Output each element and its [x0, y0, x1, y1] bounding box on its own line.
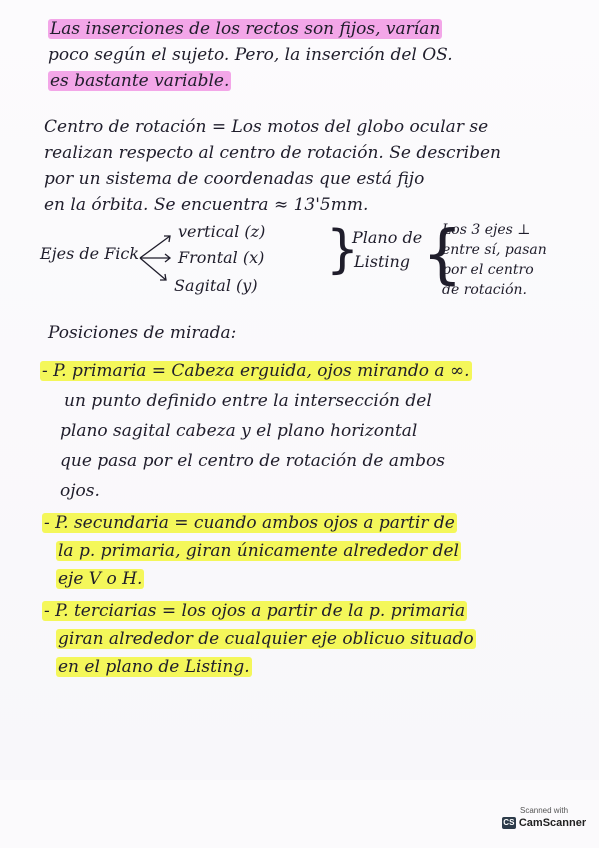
primary-line-1-text: - P. primaria = Cabeza erguida, ojos mirando a ∞.	[42, 361, 470, 381]
brace-right-2: {	[422, 218, 463, 292]
fick-sagital: Sagital (y)	[174, 276, 258, 295]
primary-line-1	[40, 360, 599, 382]
scanned-with-text: Scanned with	[519, 806, 569, 815]
camscanner-watermark	[501, 806, 587, 836]
secondary-line-2-text: la p. primaria, giran únicamente alrededor del	[58, 541, 459, 561]
note-line-6-text: por un sistema de coordenadas que está fijo	[44, 169, 425, 189]
secondary-line-1	[42, 512, 599, 534]
perp-line-3: por el centro	[442, 262, 534, 278]
perp-line-2: entre sí, pasan	[442, 242, 547, 258]
primary-line-5-text: ojos.	[60, 481, 100, 501]
brace-right-1: }	[326, 220, 360, 280]
note-line-2	[48, 44, 599, 66]
note-line-3-text: es bastante variable.	[50, 71, 230, 91]
perp-line-1: Los 3 ejes ⊥	[442, 222, 531, 238]
note-line-6	[44, 168, 599, 190]
primary-line-2	[64, 390, 599, 412]
note-line-2-text: poco según el sujeto. Pero, la inserción del OS.	[48, 45, 453, 65]
camscanner-brand	[501, 816, 587, 830]
primary-line-5	[60, 480, 599, 502]
note-line-1	[48, 18, 599, 40]
fick-arrows	[136, 228, 176, 288]
primary-line-2-text: un punto definido entre la intersección del	[64, 391, 432, 411]
tertiary-line-3	[56, 656, 599, 678]
primary-line-3-text: plano sagital cabeza y el plano horizontal	[60, 421, 418, 441]
section-heading	[48, 322, 599, 344]
listing-label-2: Listing	[354, 252, 411, 271]
note-line-3	[48, 70, 599, 92]
note-line-5	[44, 142, 599, 164]
note-line-1-text: Las inserciones de los rectos son fijos, varían	[50, 19, 441, 39]
camscanner-brand-text: CamScanner	[518, 817, 587, 829]
fick-axes-diagram	[40, 218, 580, 302]
note-line-7-text: en la órbita. Se encuentra ≈ 13'5mm.	[44, 195, 369, 215]
tertiary-line-1	[42, 600, 599, 622]
secondary-line-3-text: eje V o H.	[58, 569, 143, 589]
note-line-4-text: Centro de rotación = Los motos del globo ocular se	[44, 117, 489, 137]
tertiary-line-2-text: giran alrededor de cualquier eje oblicuo situado	[58, 629, 474, 649]
fick-vertical: vertical (z)	[178, 222, 266, 241]
tertiary-line-3-text: en el plano de Listing.	[58, 657, 250, 677]
primary-line-4	[60, 450, 599, 472]
secondary-line-2	[56, 540, 599, 562]
secondary-line-1-text: - P. secundaria = cuando ambos ojos a partir de	[44, 513, 455, 533]
camscanner-logo-icon: CS	[503, 818, 515, 827]
tertiary-line-2	[56, 628, 599, 650]
secondary-line-3	[56, 568, 599, 590]
note-line-4	[44, 116, 599, 138]
primary-line-3	[60, 420, 599, 442]
section-heading-text: Posiciones de mirada:	[48, 323, 237, 343]
note-line-7	[44, 194, 599, 216]
fick-frontal: Frontal (x)	[178, 248, 265, 267]
listing-label-1: Plano de	[352, 228, 423, 247]
note-line-5-text: realizan respecto al centro de rotación. Se describen	[44, 143, 501, 163]
primary-line-4-text: que pasa por el centro de rotación de ambos	[60, 451, 445, 471]
perp-line-4: de rotación.	[442, 282, 528, 298]
fick-label: Ejes de Fick	[40, 244, 140, 263]
tertiary-line-1-text: - P. terciarias = los ojos a partir de la p. primaria	[44, 601, 466, 621]
